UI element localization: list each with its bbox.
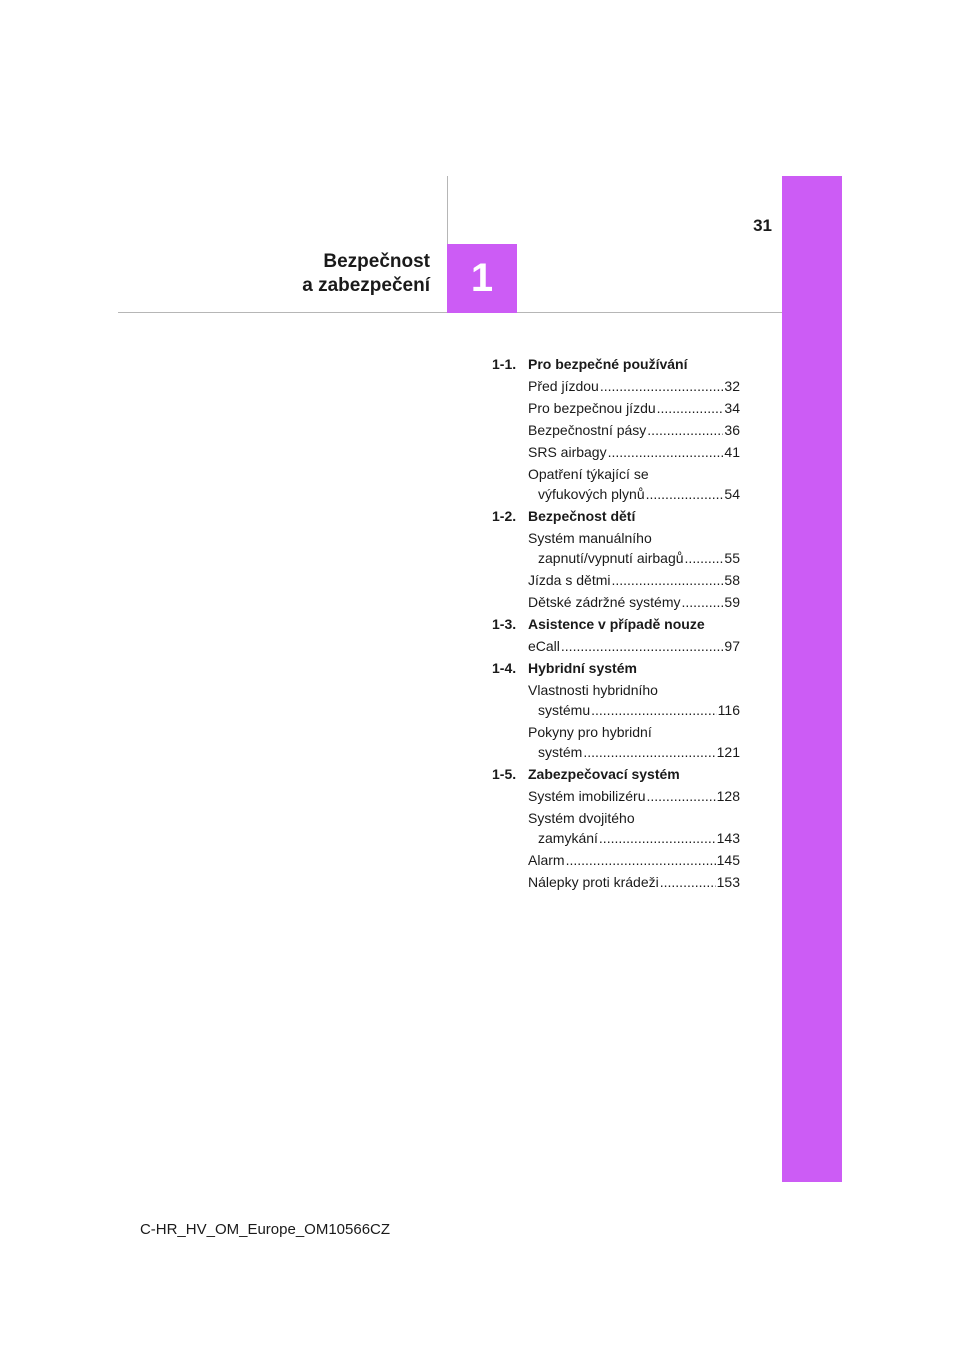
toc-section-title: Zabezpečovací systém [528, 766, 680, 782]
toc-entry[interactable] [528, 376, 740, 396]
toc-entry-page: 145 [716, 852, 740, 868]
toc-entry[interactable] [528, 442, 740, 462]
toc-section-title: Pro bezpečné používání [528, 356, 688, 372]
toc-dot-leader [583, 742, 715, 762]
toc-dot-leader [685, 548, 724, 568]
toc-entry-line [528, 398, 740, 418]
toc-entry[interactable] [528, 872, 740, 892]
toc-section-number: 1-2. [492, 508, 517, 524]
toc-entry-line [528, 808, 740, 828]
toc-section-number: 1-5. [492, 766, 517, 782]
toc-entry-page: 55 [724, 550, 740, 566]
toc-entry-text: zapnutí/vypnutí airbagů [538, 550, 684, 566]
toc-dot-leader [566, 850, 716, 870]
toc-entry-text: výfukových plynů [538, 486, 645, 502]
toc-section [492, 614, 740, 656]
toc-dot-leader [646, 786, 715, 806]
toc-entry-line [528, 376, 740, 396]
toc-entry-line [528, 850, 740, 870]
toc-entry-text: eCall [528, 638, 560, 654]
toc-entry[interactable] [528, 808, 740, 848]
toc-dot-leader [561, 636, 724, 656]
toc-entry-text: Alarm [528, 852, 565, 868]
toc-entry-text: Nálepky proti krádeži [528, 874, 659, 890]
toc-entry[interactable] [528, 592, 740, 612]
toc-entry-text: Systém manuálního [528, 530, 652, 546]
toc-entry-text: Systém dvojitého [528, 810, 635, 826]
section-title-line-2: a zabezpečení [302, 275, 430, 296]
toc-entry-line [528, 680, 740, 700]
toc-entry-text: Před jízdou [528, 378, 599, 394]
toc-entry-line [528, 548, 740, 568]
table-of-contents [492, 354, 740, 894]
toc-entry-line [528, 872, 740, 892]
chapter-number-box: 1 [447, 244, 517, 313]
toc-entry-page: 153 [716, 874, 740, 890]
toc-entry-text: Systém imobilizéru [528, 788, 646, 804]
toc-section [492, 506, 740, 612]
toc-section-heading[interactable] [492, 658, 740, 678]
toc-entry[interactable] [528, 850, 740, 870]
toc-entry-line [528, 742, 740, 762]
toc-entry[interactable] [528, 722, 740, 762]
toc-entry-line [528, 420, 740, 440]
toc-entry-text: zamykání [538, 830, 598, 846]
toc-entry-line [528, 528, 740, 548]
toc-entry-page: 32 [724, 378, 740, 394]
toc-entry[interactable] [528, 636, 740, 656]
toc-section [492, 658, 740, 762]
toc-entry[interactable] [528, 786, 740, 806]
toc-section-heading[interactable] [492, 506, 740, 526]
toc-entry[interactable] [528, 398, 740, 418]
toc-entry-page: 36 [724, 422, 740, 438]
toc-section-title: Bezpečnost dětí [528, 508, 636, 524]
toc-entry[interactable] [528, 680, 740, 720]
toc-section-heading[interactable] [492, 354, 740, 374]
toc-entry[interactable] [528, 570, 740, 590]
toc-entry-line [528, 636, 740, 656]
toc-entry-line [528, 592, 740, 612]
document-footer: C-HR_HV_OM_Europe_OM10566CZ [139, 1221, 391, 1238]
toc-section-number: 1-4. [492, 660, 517, 676]
toc-entry-text: Dětské zádržné systémy [528, 594, 681, 610]
toc-dot-leader [682, 592, 724, 612]
toc-dot-leader [608, 442, 724, 462]
toc-entry-text: systém [538, 744, 583, 760]
toc-section [492, 764, 740, 892]
toc-entry-line [528, 442, 740, 462]
toc-entry-text: SRS airbagy [528, 444, 607, 460]
toc-dot-leader [657, 398, 724, 418]
toc-entry-page: 59 [724, 594, 740, 610]
toc-entry-text: Jízda s dětmi [528, 572, 611, 588]
toc-section-heading[interactable] [492, 614, 740, 634]
toc-entry-line [528, 828, 740, 848]
toc-entry-text: Pro bezpečnou jízdu [528, 400, 656, 416]
toc-section-title: Hybridní systém [528, 660, 637, 676]
toc-entry-line [528, 700, 740, 720]
section-title-line-1: Bezpečnost [323, 251, 430, 272]
toc-dot-leader [611, 570, 723, 590]
page-number: 31 [753, 216, 772, 235]
toc-entry[interactable] [528, 528, 740, 568]
section-title [200, 250, 430, 298]
chapter-side-tab [782, 176, 842, 1182]
toc-entry-page: 116 [717, 702, 740, 718]
header-vertical-rule [447, 176, 448, 244]
toc-entry-page: 128 [716, 788, 740, 804]
toc-entry-page: 121 [716, 744, 740, 760]
toc-section [492, 354, 740, 504]
toc-section-title: Asistence v případě nouze [528, 616, 705, 632]
toc-entry-text: Bezpečnostní pásy [528, 422, 647, 438]
toc-entry-line [528, 464, 740, 484]
toc-entry-text: Opatření týkající se [528, 466, 649, 482]
toc-entry-page: 34 [724, 400, 740, 416]
toc-entry[interactable] [528, 464, 740, 504]
toc-dot-leader [591, 700, 717, 720]
toc-dot-leader [646, 484, 724, 504]
toc-section-number: 1-1. [492, 356, 517, 372]
toc-entry-page: 58 [724, 572, 740, 588]
toc-entry-text: Pokyny pro hybridní [528, 724, 652, 740]
toc-entry-page: 143 [716, 830, 740, 846]
toc-dot-leader [600, 376, 724, 396]
toc-dot-leader [660, 872, 716, 892]
toc-entry-line [528, 786, 740, 806]
toc-entry-line [528, 570, 740, 590]
toc-dot-leader [647, 420, 723, 440]
toc-entry-text: systému [538, 702, 591, 718]
toc-entry-text: Vlastnosti hybridního [528, 682, 658, 698]
toc-entry-page: 41 [724, 444, 740, 460]
toc-entry-page: 54 [724, 486, 740, 502]
toc-entry[interactable] [528, 420, 740, 440]
toc-entry-line [528, 722, 740, 742]
toc-section-number: 1-3. [492, 616, 517, 632]
toc-section-heading[interactable] [492, 764, 740, 784]
toc-entry-line [528, 484, 740, 504]
toc-dot-leader [599, 828, 716, 848]
toc-entry-page: 97 [724, 638, 740, 654]
